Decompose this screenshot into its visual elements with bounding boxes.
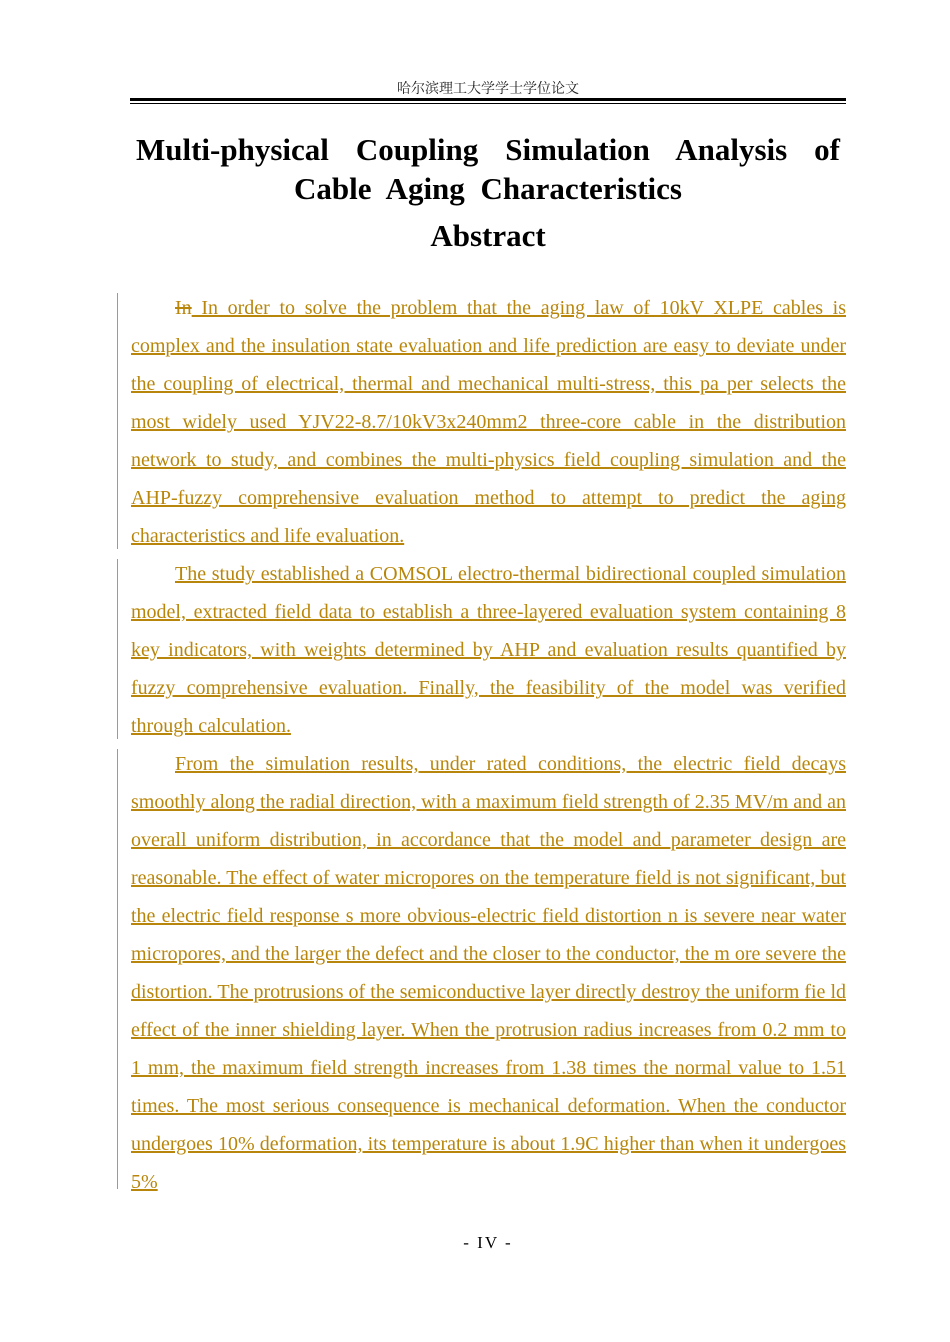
change-bar: [117, 293, 118, 549]
title-line-2: Cable Aging Characteristics: [294, 171, 682, 206]
abstract-paragraph-1[interactable]: [131, 289, 846, 555]
change-bar: [117, 559, 118, 739]
abstract-body: [131, 289, 846, 1201]
header-rule-thick: [130, 98, 846, 101]
inserted-text: The study established a COMSOL electro-thermal bidirectional coupled simulation model, extracted field data to establish a three-layered evaluation system containing 8 key indicators, with weights determined by AHP and evaluation results quantified by fuzzy comprehensive evaluation. Finally, the feasibility of the model was verified through calculation.: [131, 563, 846, 737]
thesis-title: [130, 130, 846, 208]
inserted-text: From the simulation results, under rated conditions, the electric field decays smoothly along the radial direction, with a maximum field strength of 2.35 MV/m and an overall uniform distribution, in accordance that the model and parameter design are reasonable. The effect of water micropores on the temperature field is not significant, but the electric field response s more obvious-electric field distortion n is severe near water micropores, and the larger the defect and the closer to the conductor, the m ore severe the distortion. The protrusions of the semiconductive layer directly destroy the uniform fie ld effect of the inner shielding layer. When the protrusion radius increases from 0.2 mm to 1 mm, the maximum field strength increases from 1.38 times the normal value to 1.51 times. The most serious consequence is mechanical deformation. When the conductor undergoes 10% deformation, its temperature is about 1.9C higher than when it undergoes 5%: [131, 753, 846, 1193]
abstract-paragraph-3[interactable]: [131, 745, 846, 1201]
title-line-1: Multi-physical Coupling Simulation Analysis of: [136, 132, 840, 167]
page-number: - IV -: [463, 1233, 513, 1252]
change-bar: [117, 749, 118, 1189]
inserted-text: In order to solve the problem that the aging law of 10kV XLPE cables is complex and the insulation state evaluation and life prediction are easy to deviate under the coupling of electrical, thermal and mechanical multi-stress, this pa per selects the most widely used YJV22-8.7/10kV3x240mm2 three-core cable in the distribution network to study, and combines the multi-physics field coupling simulation and the AHP-fuzzy comprehensive evaluation method to attempt to predict the aging characteristics and life evaluation.: [131, 297, 846, 547]
abstract-paragraph-2[interactable]: [131, 555, 846, 745]
header-rule-thin: [130, 103, 846, 104]
deleted-text: In: [175, 297, 192, 319]
abstract-heading: Abstract: [430, 218, 546, 253]
running-header: 哈尔滨理工大学学士学位论文: [397, 81, 579, 97]
